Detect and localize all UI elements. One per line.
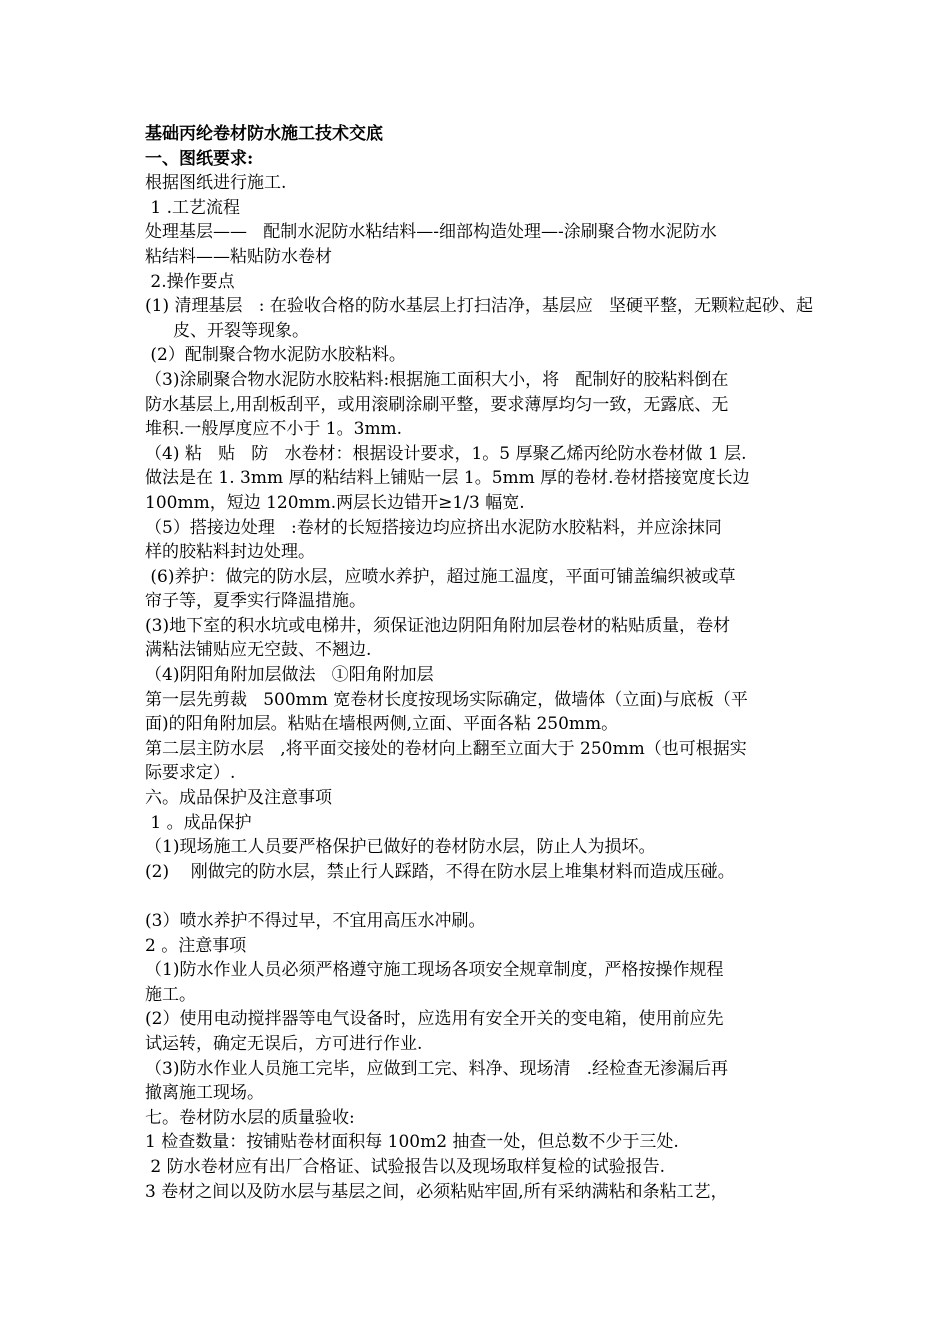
text-line: （1)防水作业人员必须严格遵守施工现场各项安全规章制度，严格按操作规程 bbox=[145, 960, 724, 981]
document-page bbox=[145, 122, 825, 1204]
subsection-heading: 1 。成品保护 bbox=[145, 812, 252, 833]
text-line: (2) 刚做完的防水层，禁止行人踩踏，不得在防水层上堆集材料而造成压碰。 bbox=[145, 861, 735, 882]
section-heading: 七。卷材防水层的质量验收: bbox=[145, 1107, 355, 1128]
text-line: 试运转，确定无误后，方可进行作业. bbox=[145, 1033, 423, 1054]
document-title: 基础丙纶卷材防水施工技术交底 bbox=[145, 124, 383, 144]
text-line: 撤离施工现场。 bbox=[145, 1083, 264, 1104]
text-line: 3 卷材之间以及防水层与基层之间，必须粘贴牢固,所有采纳满粘和条粘工艺， bbox=[145, 1181, 728, 1202]
text-line: 2 防水卷材应有出厂合格证、试验报告以及现场取样复检的试验报告. bbox=[145, 1156, 666, 1177]
text-line: 际要求定）. bbox=[145, 763, 236, 784]
text-line: 处理基层—— 配制水泥防水粘结料—-细部构造处理—-涂刷聚合物水泥防水 bbox=[145, 222, 717, 243]
section-heading: 一、图纸要求: bbox=[145, 148, 254, 169]
blank-line bbox=[145, 884, 825, 909]
text-line: (2）使用电动搅拌器等电气设备时，应选用有安全开关的变电箱，使用前应先 bbox=[145, 1009, 724, 1030]
text-line: 根据图纸进行施工. bbox=[145, 173, 287, 194]
subsection-heading: 2.操作要点 bbox=[145, 271, 235, 292]
text-line: 满粘法铺贴应无空鼓、不翘边. bbox=[145, 640, 372, 661]
text-line: （4) 粘 贴 防 水卷材：根据设计要求，1。5 厚聚乙烯丙纶防水卷材做 1 层. bbox=[145, 443, 747, 464]
text-line: 粘结料——粘贴防水卷材 bbox=[145, 246, 332, 267]
text-line: (2）配制聚合物水泥防水胶粘料。 bbox=[145, 345, 406, 366]
text-line: (3）喷水养护不得过早，不宜用高压水冲刷。 bbox=[145, 911, 486, 931]
text-line: （3)涂刷聚合物水泥防水胶粘料:根据施工面积大小，将 配制好的胶粘料倒在 bbox=[145, 369, 729, 390]
text-line: 第一层先剪裁 500mm 宽卷材长度按现场实际确定，做墙体（立面)与底板（平 bbox=[145, 689, 748, 710]
subsection-heading: 2 。注意事项 bbox=[145, 935, 247, 956]
subsection-heading: 1 .工艺流程 bbox=[145, 197, 241, 218]
text-line: 100mm，短边 120mm.两层长边错开≥1/3 幅宽. bbox=[145, 492, 525, 513]
section-heading: 六。成品保护及注意事项 bbox=[145, 788, 332, 809]
text-line: 1 检查数量：按铺贴卷材面积每 100m2 抽查一处，但总数不少于三处. bbox=[145, 1132, 679, 1153]
text-line: 施工。 bbox=[145, 984, 196, 1005]
text-line: （1)现场施工人员要严格保护已做好的卷材防水层，防止人为损坏。 bbox=[145, 837, 656, 858]
text-line: （5）搭接边处理 :卷材的长短搭接边均应挤出水泥防水胶粘料，并应涂抹同 bbox=[145, 517, 722, 538]
text-line: 做法是在 1. 3mm 厚的粘结料上铺贴一层 1。5mm 厚的卷材.卷材搭接宽度长边 bbox=[145, 468, 750, 489]
text-line: （3)防水作业人员施工完毕，应做到工完、料净、现场清 .经检查无渗漏后再 bbox=[145, 1058, 729, 1079]
text-line: (3)地下室的积水坑或电梯井，须保证池边阴阳角附加层卷材的粘贴质量，卷材 bbox=[145, 615, 731, 636]
text-paragraph: (1) 清理基层 : 在验收合格的防水基层上打扫洁净，基层应 坚硬平整，无颗粒起砂、起皮、开裂等现象。 bbox=[145, 296, 814, 341]
text-line: 样的胶粘料封边处理。 bbox=[145, 542, 315, 563]
text-line: 第二层主防水层 ,将平面交接处的卷材向上翻至立面大于 250mm（也可根据实 bbox=[145, 738, 747, 759]
text-line: (6)养护：做完的防水层，应喷水养护，超过施工温度，平面可铺盖编织被或草 bbox=[145, 566, 736, 587]
text-line: 帘子等，夏季实行降温措施。 bbox=[145, 591, 366, 612]
text-line: 堆积.一般厚度应不小于 1。3mm. bbox=[145, 419, 403, 440]
text-line: 防水基层上,用刮板刮平，或用滚刷涂刷平整，要求薄厚均匀一致，无露底、无 bbox=[145, 394, 729, 415]
text-line: 面)的阳角附加层。粘贴在墙根两侧,立面、平面各粘 250mm。 bbox=[145, 714, 619, 735]
text-line: （4)阴阳角附加层做法 ①阳角附加层 bbox=[145, 665, 434, 686]
